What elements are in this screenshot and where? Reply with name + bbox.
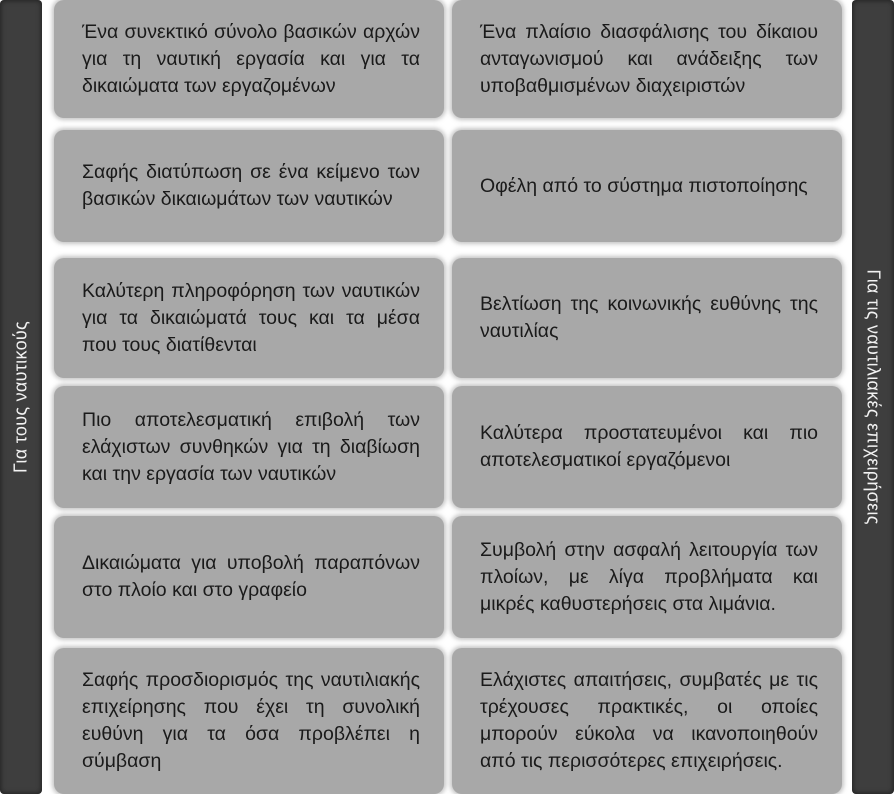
right-card-6	[452, 648, 842, 794]
right-card-2-text: Οφέλη από το σύστημα πιστοποίησης	[480, 174, 808, 197]
right-side-label: Για τις ναυτιλιακές επιχειρήσεις	[863, 269, 884, 525]
left-card-5	[54, 516, 444, 638]
right-card-1-text: Ένα πλαίσιο διασφάλισης του δίκαιου ανταγωνισμού και ανάδειξης των υποβαθμισμένων διαχειριστών	[480, 20, 818, 97]
left-column	[54, 0, 444, 794]
left-card-4	[54, 386, 444, 508]
right-card-6-text: Ελάχιστες απαιτήσεις, συμβατές με τις τρέχουσες πρακτικές, οι οποίες μπορούν εύκολα να ικανοποιηθούν από τις περισσότερες επιχειρήσεις.	[480, 669, 818, 772]
left-side-bar	[0, 0, 42, 794]
left-card-6-text: Σαφής προσδιορισμός της ναυτιλιακής επιχείρησης που έχει τη συνολική ευθύνη για τα όσα προβλέπει η σύμβαση	[82, 669, 420, 772]
right-card-5	[452, 516, 842, 638]
left-card-6	[54, 648, 444, 794]
right-column	[452, 0, 842, 794]
left-card-2-text: Σαφής διατύπωση σε ένα κείμενο των βασικών δικαιωμάτων των ναυτικών	[82, 161, 420, 210]
right-side-bar	[852, 0, 894, 794]
left-card-5-text: Δικαιώματα για υποβολή παραπόνων στο πλοίο και στο γραφείο	[82, 552, 420, 601]
right-card-4-text: Καλύτερα προστατευμένοι και πιο αποτελεσματικοί εργαζόμενοι	[480, 422, 818, 471]
right-card-3-text: Βελτίωση της κοινωνικής ευθύνης της ναυτιλίας	[480, 293, 818, 342]
right-card-1	[452, 0, 842, 118]
left-card-4-text: Πιο αποτελεσματική επιβολή των ελάχιστων συνθηκών για τη διαβίωση και την εργασία των ναυτικών	[82, 408, 420, 485]
left-card-3-text: Καλύτερη πληροφόρηση των ναυτικών για τα δικαιώματά τους και τα μέσα που τους διατίθενται	[82, 279, 420, 356]
right-card-4	[452, 386, 842, 508]
left-card-1-text: Ένα συνεκτικό σύνολο βασικών αρχών για τη ναυτική εργασία και για τα δικαιώματα των εργαζομένων	[82, 20, 420, 97]
left-card-3	[54, 258, 444, 378]
left-card-2	[54, 130, 444, 242]
left-card-1	[54, 0, 444, 118]
right-card-3	[452, 258, 842, 378]
right-card-5-text: Συμβολή στην ασφαλή λειτουργία των πλοίων, με λίγα προβλήματα και μικρές καθυστερήσεις στα λιμάνια.	[480, 538, 818, 615]
left-side-label: Για τους ναυτικούς	[10, 320, 31, 474]
right-card-2	[452, 130, 842, 242]
